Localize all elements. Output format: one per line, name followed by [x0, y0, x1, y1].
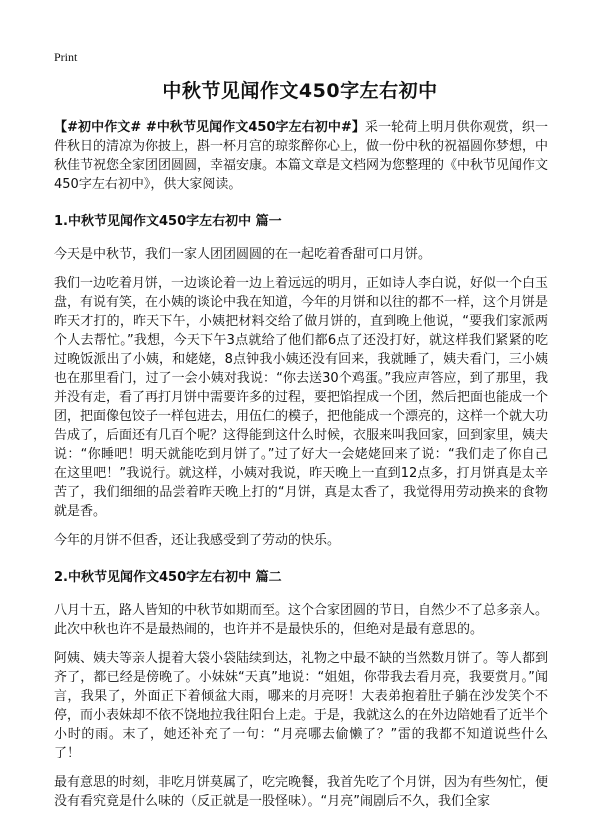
article-body — [54, 118, 548, 821]
intro-text: 采一轮荷上明月供你观赏，织一件秋日的清凉为你披上，斟一杯月宫的琼浆醉你心上，做一份中秋的祝福圆你梦想，中秋佳节祝您全家团团圆圆，幸福安康。本篇文章是文档网为您整理的《中秋节见闻作文450字左右初中》，供大家阅读。 — [54, 120, 549, 192]
paragraph: 最有意思的时刻，非吃月饼莫属了，吃完晚餐，我首先吃了个月饼，因为有些匆忙，便没有看究竟是什么味的（反正就是一股怪味）。“月亮”闹剧后不久，我们全家 — [54, 775, 549, 809]
page-title: 中秋节见闻作文450字左右初中 — [162, 80, 438, 102]
intro-paragraph — [54, 118, 548, 194]
section-heading: 1.中秋节见闻作文450字左右初中 篇一 — [54, 214, 282, 229]
paragraph: 阿姨、姨夫等亲人提着大袋小袋陆续到达，礼物之中最不缺的当然数月饼了。等人都到齐了，都已经是傍晚了。小妹妹“天真”地说：“姐姐，你带我去看月亮，我要赏月。”闻言，我果了，外面正下着倾盆大雨，哪来的月亮呀！大表弟抱着肚子躺在沙发笑个不停，而小表妹却不依不饶地拉我往阳台上走。于是，我就这么的在外边陪她看了近半个小时的雨。末了，她还补充了一句：“月亮哪去偷懒了？”雷的我都不知道说些什么了！ — [54, 651, 549, 761]
paragraph: 八月十五，路人皆知的中秋节如期而至。这个合家团圆的节日，自然少不了总多亲人。此次中秋也许不是最热闹的，也许并不是最快乐的，但绝对是最有意思的。 — [54, 603, 549, 637]
paragraph: 今天是中秋节，我们一家人团团圆圆的在一起吃着香甜可口月饼。 — [54, 247, 432, 262]
section-heading: 2.中秋节见闻作文450字左右初中 篇二 — [54, 570, 282, 585]
print-link[interactable]: Print — [54, 50, 78, 64]
paragraph: 我们一边吃着月饼，一边谈论着一边上着远远的明月，正如诗人李白说，好似一个白玉盘，有说有笑，在小姨的谈论中我在知道，今年的月饼和以往的都不一样，这个月饼是昨天才打的，昨天下午，小姨把材料交给了做月饼的，直到晚上他说，“要我们家派两个人去帮忙。”我想，今天下午3点就给了他们都6点了还没打好，就这样我们紧紧的吃过晚饭派出了小姨，和姥姥，8点钟我小姨还没有回来，我就睡了，姨夫看门，三小姨也在那里看门，过了一会小姨对我说：“你去送30个鸡蛋。”我应声答应，到了那里，我并没有走，看了再打月饼中需要许多的过程，要把馅捏成一个团，然后把面也能成一个团，把面像包饺子一样包进去，用伍仁的模子，把他能成一个漂亮的，这样一个就大功告成了，后面还有几百个呢？这得能到这什么时候，衣服来叫我回家，回到家里，姨夫说：“你睡吧！明天就能吃到月饼了。”过了好大一会姥姥回来了说：“我们走了你自己在这里吧！”我说行。就这样，小姨对我说，昨天晚上一直到12点多，打月饼真是太辛苦了，我们细细的品尝着昨天晚上打的“月饼，真是太香了，我觉得用劳动换来的食物就是香。 — [54, 276, 549, 519]
paragraph: 今年的月饼不但香，还让我感受到了劳动的快乐。 — [54, 533, 341, 548]
intro-tag: 【#初中作文# #中秋节见闻作文450字左右初中#】 — [54, 120, 365, 135]
